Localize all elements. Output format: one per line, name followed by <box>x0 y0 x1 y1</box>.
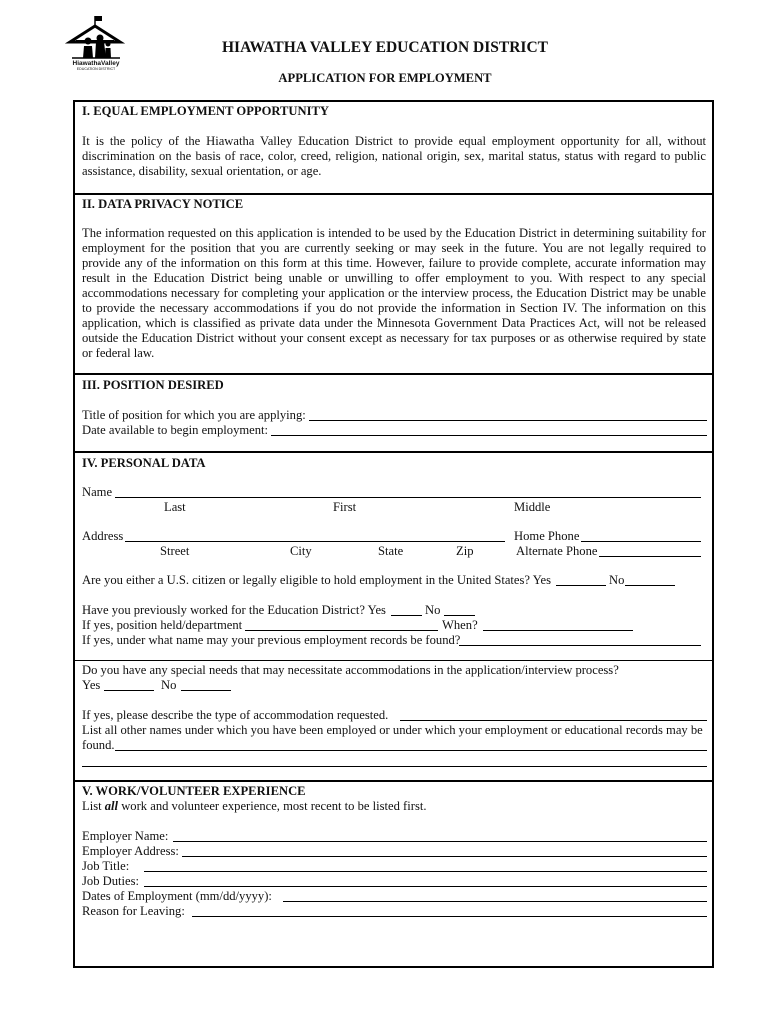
zip-caption: Zip <box>456 544 474 558</box>
name-field[interactable] <box>115 497 701 498</box>
page-title: HIAWATHA VALLEY EDUCATION DISTRICT <box>221 39 548 56</box>
work-intro <box>82 799 427 814</box>
page-subtitle: APPLICATION FOR EMPLOYMENT <box>278 71 492 85</box>
citizen-no-label: No <box>609 573 625 587</box>
job-title-label: Job Title: <box>82 859 130 873</box>
logo-name: HiawathaValley <box>72 60 120 67</box>
address-field[interactable] <box>125 541 505 542</box>
special-needs-yes-label: Yes <box>82 678 101 692</box>
when-label: When? <box>442 618 478 632</box>
home-phone-label: Home Phone <box>514 529 580 543</box>
citizen-no-field[interactable] <box>625 585 675 586</box>
accommodation-label: If yes, please describe the type of accommodation requested. <box>82 708 389 722</box>
section-heading: V. WORK/VOLUNTEER EXPERIENCE <box>82 784 306 798</box>
alt-phone-field[interactable] <box>599 556 701 557</box>
logo-subtitle: EDUCATION DISTRICT <box>76 67 116 71</box>
section-body: The information requested on this application is intended to be used by the Education District in determining suitability for employment for the position that you are currently seeking or may seek in the future. You are not legally required to provide any of the information on this form at this time. However, failure to provide complete, accurate information may result in the Education District being unable or unwilling to offer employment to you. With respect to any special accommodations necessary for completing your application or the interview process, the Education District may be unable to provide the necessary accommodations if you do not provide the information in Section IV. The information on this application, which is classified as private data under the Minnesota Government Data Practices Act, will not be released outside the Education District without your consent except as necessary for tax purposes or as otherwise required by state or federal law. <box>82 226 706 360</box>
home-phone-field[interactable] <box>581 541 701 542</box>
previous-work-no-field[interactable] <box>444 615 475 616</box>
available-date-field[interactable] <box>271 435 707 436</box>
records-name-label: If yes, under what name may your previous employment records be found? <box>82 633 461 647</box>
available-date-label: Date available to begin employment: <box>82 423 269 437</box>
special-needs-no-label: No <box>161 678 177 692</box>
previous-work-yes-field[interactable] <box>391 615 422 616</box>
previous-work-no-label: No <box>425 603 441 617</box>
name-middle-caption: Middle <box>514 500 551 514</box>
section-body: It is the policy of the Hiawatha Valley Education District to provide equal employment opportunity for all, without discrimination on the basis of race, color, creed, religion, national origin, sex, marital status, status with regard to public assistance, disability, sexual orientation, or age. <box>82 134 706 178</box>
employment-dates-field[interactable] <box>283 901 707 902</box>
records-name-field[interactable] <box>459 645 701 646</box>
position-title-field[interactable] <box>309 420 707 421</box>
section-position-desired <box>75 375 712 453</box>
section-heading: III. POSITION DESIRED <box>82 378 224 392</box>
employer-name-field[interactable] <box>173 841 707 842</box>
job-title-field[interactable] <box>144 871 707 872</box>
section-equal-opportunity <box>75 102 712 195</box>
intro-pre: List <box>82 799 105 813</box>
special-needs-no-field[interactable] <box>181 690 231 691</box>
address-label: Address <box>82 529 124 543</box>
section-personal-data <box>75 453 712 782</box>
other-names-label-cont: found. <box>82 738 115 752</box>
special-needs-question: Do you have any special needs that may necessitate accommodations in the application/interview process? <box>82 663 619 677</box>
position-held-field[interactable] <box>245 630 438 631</box>
name-first-caption: First <box>333 500 357 514</box>
accommodation-field[interactable] <box>400 720 707 721</box>
alt-phone-label: Alternate Phone <box>516 544 598 558</box>
other-names-field-line-2[interactable] <box>82 766 707 767</box>
job-duties-field[interactable] <box>144 886 707 887</box>
position-title-label: Title of position for which you are applying: <box>82 408 306 422</box>
section-heading: IV. PERSONAL DATA <box>82 456 206 470</box>
special-needs-yes-field[interactable] <box>104 690 154 691</box>
position-held-label: If yes, position held/department <box>82 618 243 632</box>
other-names-label: List all other names under which you have been employed or under which your employment or educational records may be <box>82 723 703 737</box>
divider <box>75 660 712 661</box>
when-field[interactable] <box>483 630 633 631</box>
previous-work-question: Have you previously worked for the Education District? Yes <box>82 603 386 617</box>
section-heading: I. EQUAL EMPLOYMENT OPPORTUNITY <box>82 104 330 118</box>
intro-emphasis: all <box>104 799 119 813</box>
reason-leaving-label: Reason for Leaving: <box>82 904 185 918</box>
section-data-privacy <box>75 195 712 375</box>
employer-address-label: Employer Address: <box>82 844 179 858</box>
citizen-yes-field[interactable] <box>556 585 606 586</box>
street-caption: Street <box>160 544 190 558</box>
section-work-experience <box>75 782 712 966</box>
name-last-caption: Last <box>164 500 186 514</box>
employer-name-label: Employer Name: <box>82 829 169 843</box>
state-caption: State <box>378 544 404 558</box>
employer-address-field[interactable] <box>182 856 707 857</box>
application-form <box>73 100 714 968</box>
reason-leaving-field[interactable] <box>192 916 707 917</box>
city-caption: City <box>290 544 312 558</box>
other-names-field[interactable] <box>115 750 707 751</box>
job-duties-label: Job Duties: <box>82 874 140 888</box>
employment-dates-label: Dates of Employment (mm/dd/yyyy): <box>82 889 272 903</box>
intro-post: work and volunteer experience, most recent to be listed first. <box>118 799 427 813</box>
section-heading: II. DATA PRIVACY NOTICE <box>82 197 244 211</box>
citizen-question: Are you either a U.S. citizen or legally eligible to hold employment in the United States? Yes <box>82 573 552 587</box>
name-label: Name <box>82 485 113 499</box>
